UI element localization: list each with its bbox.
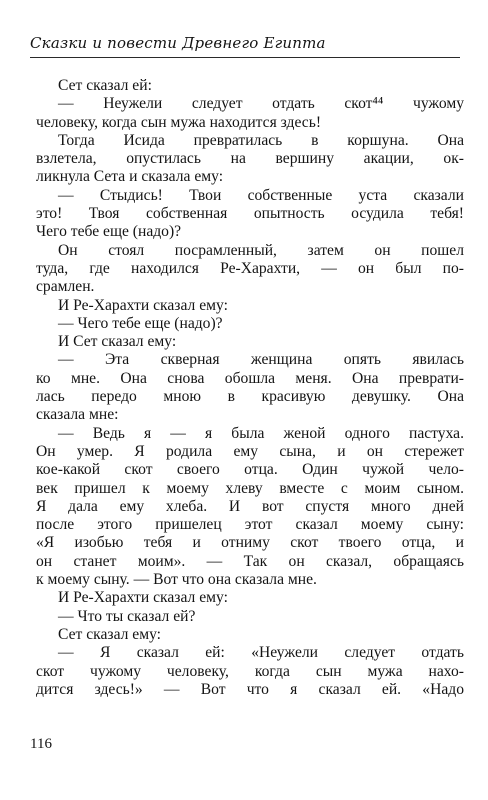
text-line: И Сет сказал ему: [58,333,177,351]
text-line: век пришел к моему хлеву вместе с моим сыном. [36,479,464,497]
text-line: — Ведь я — я была женой одного пастуха. [58,424,464,442]
text-line: — Неужели следует отдать скот⁴⁴ чужому [58,95,464,113]
text-line: И Ре-Харахти сказал ему: [58,589,228,607]
text-line: ликнула Сета и сказала ему: [36,168,224,186]
text-line: ко мне. Она снова обошла меня. Она преврати- [36,369,464,387]
text-line: Я дала ему хлеба. И вот спустя много дней [36,497,464,515]
text-line: он станет моим». — Так он сказал, обращаясь [36,552,464,570]
text-line: дится здесь!» — Вот что я сказал ей. «Надо [36,680,464,698]
text-line: срамлен. [36,278,95,296]
text-line: Тогда Исида превратилась в коршуна. Она [58,131,464,149]
text-line: взлетела, опустилась на вершину акации, ок- [36,150,464,168]
text-line: Он стоял посрамленный, затем он пошел [58,241,464,259]
text-line: — Эта скверная женщина опять явилась [58,351,464,369]
text-line: человеку, когда сын мужа находится здесь! [36,113,322,131]
text-line: Чего тебе еще (надо)? [36,223,182,241]
text-line: это! Твоя собственная опытность осудила тебя! [36,205,464,223]
body-text [36,77,464,699]
text-line: скот чужому человеку, когда сын мужа нахо- [36,662,464,680]
text-line: к моему сыну. — Вот что она сказала мне. [36,571,317,589]
text-line: Он умер. Я родила ему сына, и он стережет [36,442,464,460]
text-line: «Я изобью тебя и отниму скот твоего отца, и [36,534,464,552]
text-line: после этого пришелец этот сказал моему сыну: [36,516,464,534]
text-line: Сет сказал ей: [58,77,152,94]
text-line: — Стыдись! Твои собственные уста сказали [58,186,464,204]
text-line: — Чего тебе еще (надо)? [58,314,223,332]
text-line: Сет сказал ему: [58,625,162,643]
text-line: — Я сказал ей: «Неужели следует отдать [58,644,464,662]
text-line: лась передо мною в красивую девушку. Она [36,388,464,406]
text-line: кое-какой скот своего отца. Один чужой чело- [36,461,464,479]
running-header: Сказки и повести Древнего Египта [30,34,326,52]
text-line: — Что ты сказал ей? [58,607,196,625]
header-rule [30,57,460,58]
page-number: 116 [30,736,52,752]
text-line: И Ре-Харахти сказал ему: [58,296,228,314]
text-line: туда, где находился Ре-Харахти, — он был по- [36,259,464,277]
text-line: сказала мне: [36,406,119,424]
